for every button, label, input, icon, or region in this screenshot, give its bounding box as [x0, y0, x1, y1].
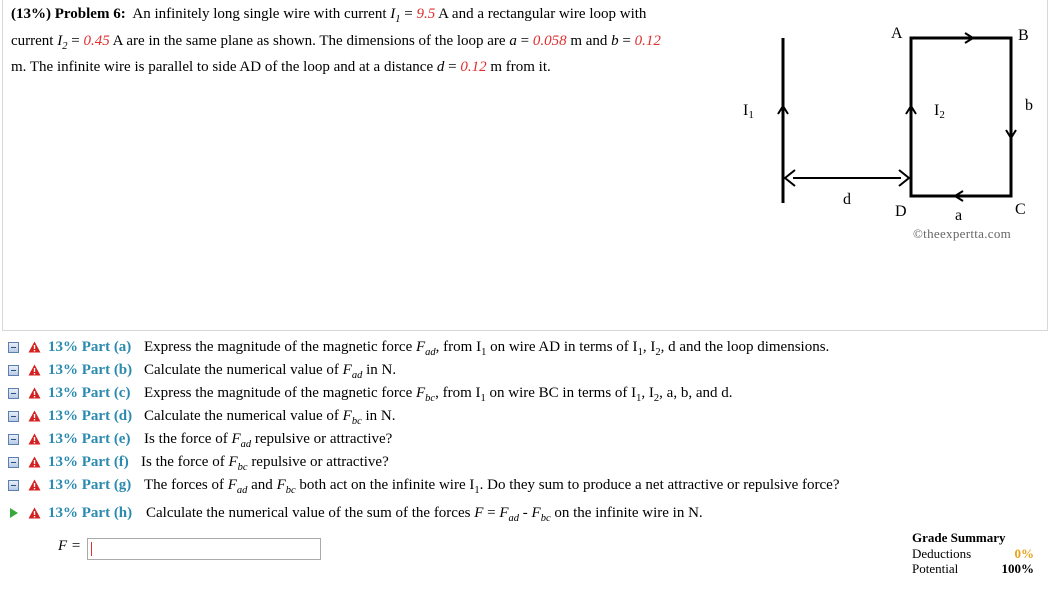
- warning-icon: [28, 456, 41, 468]
- label-A: A: [891, 25, 903, 42]
- potential-label: Potential: [912, 561, 959, 576]
- part-text: The forces of $F_{ad}$ and $F_{bc}$ both act on the infinite wire $I_1$. Do they sum to produce a net attractive or repulsive force?: [144, 477, 840, 496]
- value-I2: 0.45: [83, 32, 110, 49]
- label-d: d: [843, 191, 851, 208]
- part-e[interactable]: [8, 428, 1044, 451]
- copyright-text: ©theexpertta.com: [913, 226, 1012, 241]
- part-c[interactable]: [8, 382, 1044, 405]
- part-h[interactable]: [8, 501, 1044, 531]
- part-text: Is the force of $F_{bc}$ repulsive or attractive?: [141, 454, 389, 473]
- part-label[interactable]: 13% Part (d): [48, 408, 133, 424]
- part-text: Express the magnitude of the magnetic force $F_{bc}$, from $I_1$ on wire BC in terms of $I_1$, $I_2$, a, b, and d.: [144, 385, 733, 404]
- warning-icon: [28, 433, 41, 445]
- wire-loop-diagram: [733, 18, 1043, 248]
- part-text: Calculate the numerical value of $F_{bc}$ in N.: [144, 408, 396, 427]
- parts-list: [8, 336, 1044, 531]
- deductions-label: Deductions: [912, 546, 972, 561]
- warning-icon: [28, 410, 41, 422]
- answer-label: F =: [58, 538, 82, 554]
- warning-icon: [28, 507, 41, 519]
- collapse-icon[interactable]: [8, 342, 19, 353]
- collapse-icon[interactable]: [8, 434, 19, 445]
- label-C: C: [1015, 201, 1026, 218]
- deductions-value: 0%: [1014, 546, 1034, 561]
- part-label[interactable]: 13% Part (a): [48, 339, 132, 355]
- part-label[interactable]: 13% Part (h): [48, 505, 133, 521]
- collapse-icon[interactable]: [8, 480, 19, 491]
- part-label[interactable]: 13% Part (c): [48, 385, 131, 401]
- label-D: D: [895, 203, 907, 220]
- part-g[interactable]: [8, 474, 1044, 497]
- part-d[interactable]: [8, 405, 1044, 428]
- part-f[interactable]: [8, 451, 1044, 474]
- part-text: Calculate the numerical value of $F_{ad}$ in N.: [144, 362, 397, 381]
- part-text: Express the magnitude of the magnetic force $F_{ad}$, from $I_1$ on wire AD in terms of $I_1$, $I_2$, d and the loop dimensions.: [144, 339, 830, 358]
- label-a: a: [955, 207, 963, 224]
- collapse-icon[interactable]: [8, 411, 19, 422]
- part-label[interactable]: 13% Part (g): [48, 477, 132, 493]
- label-I1: I1: [743, 102, 754, 121]
- part-text: Calculate the numerical value of the sum of the forces $F = F_{ad} - F_{bc}$ on the infinite wire in N.: [146, 505, 703, 524]
- value-b: 0.12: [634, 32, 661, 49]
- expand-arrow-icon[interactable]: [10, 508, 18, 518]
- part-text: Is the force of $F_{ad}$ repulsive or attractive?: [144, 431, 393, 450]
- collapse-icon[interactable]: [8, 365, 19, 376]
- label-I2: I2: [934, 102, 945, 121]
- rectangular-loop: [911, 38, 1011, 196]
- value-d: 0.12: [460, 59, 487, 75]
- answer-input[interactable]: [87, 538, 321, 560]
- grade-summary: [912, 530, 1034, 576]
- part-b[interactable]: [8, 359, 1044, 382]
- potential-value: 100%: [1001, 561, 1034, 576]
- part-label[interactable]: 13% Part (f): [48, 454, 129, 470]
- collapse-icon[interactable]: [8, 388, 19, 399]
- warning-icon: [28, 341, 41, 353]
- problem-statement: (13%) Problem 6: An infinitely long single wire with current $I_1 = 9.5$ A and a rectangular wire loop with current $I_2 = 0.45$ A are in the same plane as shown. The dimensions of the loop are a = 0.058 m and b = 0.12 m. The infinite wire is parallel to side AD of the loop and at a distance d = 0.12 m from it.: [11, 6, 661, 75]
- warning-icon: [28, 364, 41, 376]
- collapse-icon[interactable]: [8, 457, 19, 468]
- problem-panel: [2, 0, 1048, 331]
- label-b: b: [1025, 97, 1033, 114]
- part-a[interactable]: [8, 336, 1044, 359]
- warning-icon: [28, 387, 41, 399]
- problem-header: (13%) Problem 6:: [11, 6, 126, 22]
- value-a: 0.058: [532, 32, 567, 49]
- warning-icon: [28, 479, 41, 491]
- text-cursor: [91, 542, 92, 556]
- value-I1: 9.5: [416, 6, 436, 22]
- part-label[interactable]: 13% Part (b): [48, 362, 133, 378]
- label-B: B: [1018, 27, 1029, 44]
- grade-summary-title: Grade Summary: [912, 530, 1006, 545]
- part-label[interactable]: 13% Part (e): [48, 431, 131, 447]
